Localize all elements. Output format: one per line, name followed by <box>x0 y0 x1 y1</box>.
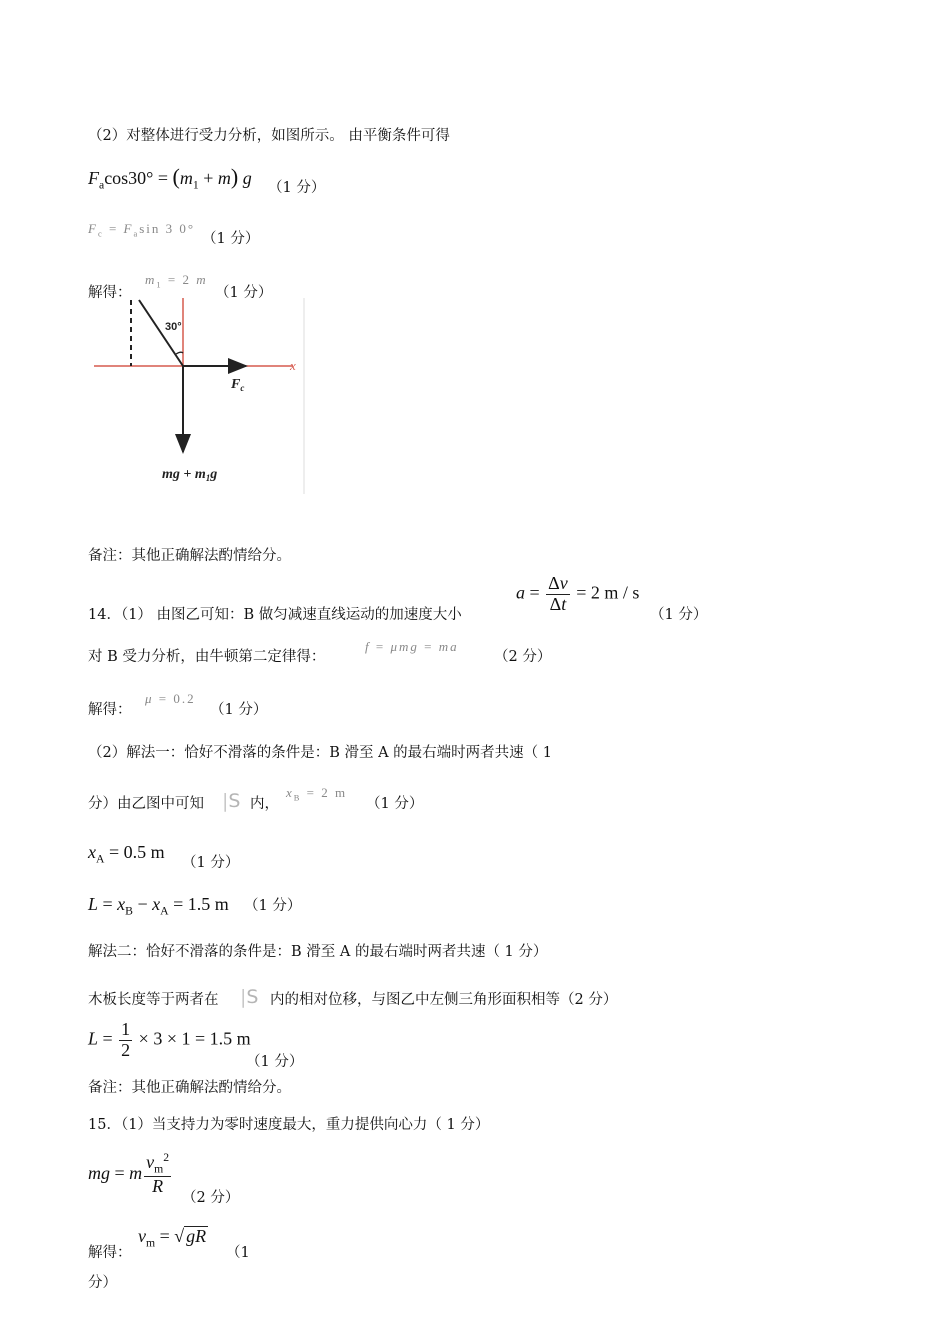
solve-label: 解得： <box>88 702 132 718</box>
score-continuation: 分） <box>88 1275 117 1291</box>
q14-method1-line2a: 分）由乙图中可知 <box>88 796 204 812</box>
score: （1 分） <box>182 855 240 871</box>
equation-newton: f = μmg = ma <box>365 639 459 654</box>
solve-label: 解得： <box>88 285 132 301</box>
x-axis-label: x <box>290 358 296 373</box>
q14-method1-line2b: 内， <box>250 796 279 812</box>
score: （1 <box>226 1245 250 1261</box>
q15-line1: 15．（1）当支持力为零时速度最大，重力提供向心力（ 1 分） <box>88 1117 490 1133</box>
score: （1 分） <box>210 702 268 718</box>
equation-mu: μ = 0.2 <box>145 691 196 706</box>
score: （1 分） <box>650 607 708 623</box>
equation-xb: $x_B = 2$ m <box>286 785 348 803</box>
solve-label: 解得： <box>88 1245 132 1261</box>
note: 备注：其他正确解法酌情给分。 <box>88 1080 291 1096</box>
score: （1 分） <box>215 285 273 301</box>
score: （1 分） <box>268 180 326 196</box>
score: （2 分） <box>182 1190 240 1206</box>
fc-label: $F_c$ <box>231 377 245 393</box>
score: （1 分） <box>244 898 302 914</box>
equation-xa: $x_A = 0.5$ m <box>88 842 165 866</box>
angle-arc <box>176 352 183 354</box>
force-diagram <box>88 298 310 494</box>
equation-force-balance-vertical: $F_a\cos 30^\circ = (m_1 + m)$ g <box>88 164 252 192</box>
q14-line1: 14．（1） 由图乙可知：B 做匀减速直线运动的加速度大小 <box>88 607 462 623</box>
equation-centripetal: mg = m $\frac{v_m^2}{R}$ <box>88 1151 170 1197</box>
q14-method2-line2b: 内的相对位移，与图乙中左侧三角形面积相等（2 分） <box>270 992 618 1008</box>
tension-line <box>139 300 183 366</box>
time-interval-icon: |S <box>222 790 241 812</box>
score: （1 分） <box>366 796 424 812</box>
equation-m1-result: $m_1 = 2$ m <box>145 272 208 290</box>
part2-intro: （2）对整体进行受力分析，如图所示。 由平衡条件可得 <box>88 128 450 144</box>
score: （1 分） <box>246 1054 304 1070</box>
q14-method1-line1: （2）解法一：恰好不滑落的条件是：B 滑至 A 的最右端时两者共速（ 1 <box>88 745 553 761</box>
angle-label: 30° <box>165 321 182 333</box>
time-interval-icon: |S <box>240 986 259 1008</box>
q14-method2-line2a: 木板长度等于两者在 <box>88 992 219 1008</box>
weight-label: mg + $m_1g$ <box>162 467 218 483</box>
q14-line2: 对 B 受力分析，由牛顿第二定律得： <box>88 649 326 665</box>
equation-vmax: $v_m$ = √ gR <box>138 1226 207 1250</box>
equation-length: $L = x_B - x_A = 1.5$ m <box>88 894 229 918</box>
equation-force-balance-horizontal: $F_c = F_a\sin$ 3 0° <box>88 221 196 239</box>
note: 备注：其他正确解法酌情给分。 <box>88 548 291 564</box>
equation-acceleration: a = $\frac{\Delta v}{\Delta t}$ = 2 m / s <box>516 573 640 614</box>
equation-length-area: L = $\frac{1}{2}$ × 3 × 1 = 1.5 m <box>88 1019 251 1060</box>
score: （2 分） <box>494 649 552 665</box>
score: （1 分） <box>202 231 260 247</box>
q14-method2-line1: 解法二：恰好不滑落的条件是：B 滑至 A 的最右端时两者共速（ 1 分） <box>88 944 548 960</box>
